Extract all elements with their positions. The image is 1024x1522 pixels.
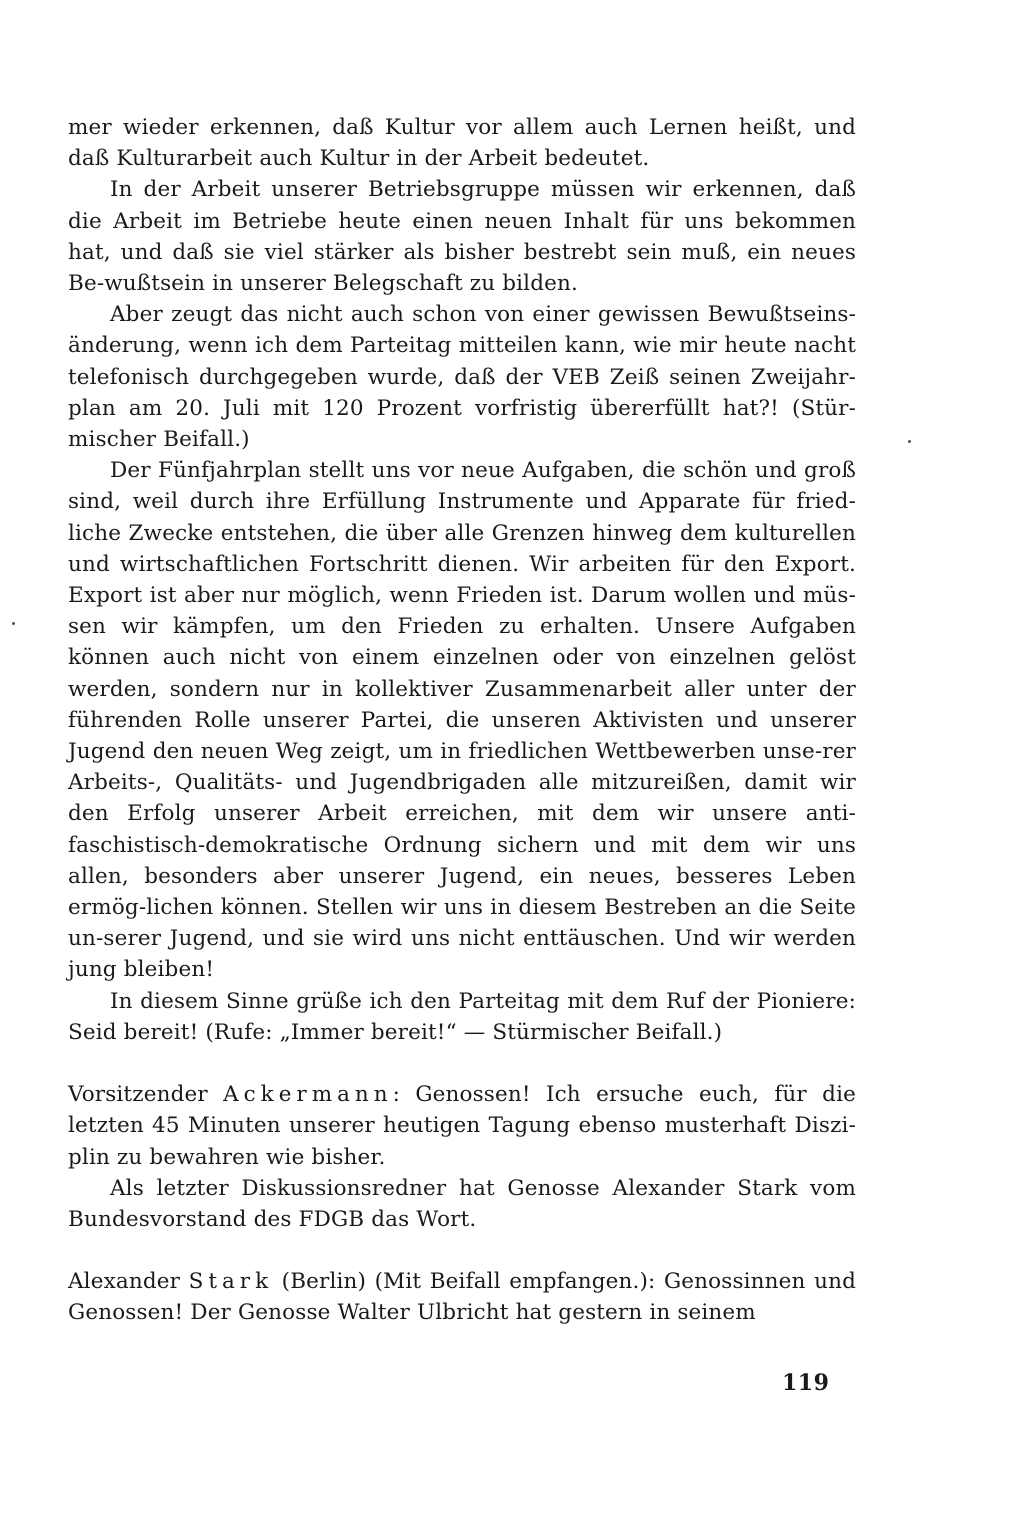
paper-speck xyxy=(12,622,15,625)
chair-statement xyxy=(68,1079,856,1173)
speaker-statement xyxy=(68,1266,856,1328)
chair-prefix: Vorsitzender xyxy=(68,1082,224,1108)
paper-speck xyxy=(908,440,911,443)
paragraph-continuation: mer wieder erkennen, daß Kultur vor allem auch Lernen heißt, und daß Kulturarbeit auch Kultur in der Arbeit bedeutet. xyxy=(68,115,856,172)
speaker-prefix: Alexander xyxy=(68,1269,189,1295)
paragraph-betriebsgruppe: In der Arbeit unserer Betriebsgruppe müssen wir erkennen, daß die Arbeit im Betriebe heute einen neuen Inhalt für uns bekommen hat, und daß sie viel stärker als bisher bestrebt sein muß, ein neues Be-wußtsein in unserer Belegschaft zu bilden. xyxy=(68,177,856,297)
section-gap xyxy=(68,1048,856,1079)
page-number: 119 xyxy=(782,1370,830,1396)
speaker-text: (Berlin) (Mit Beifall empfangen.): Genossinnen und Genossen! Der Genosse Walter Ulbricht hat gestern in seinem xyxy=(68,1269,856,1326)
chair-name: Ackermann xyxy=(223,1082,393,1108)
body-text xyxy=(68,112,856,1329)
chair-followup: Als letzter Diskussionsredner hat Genosse Alexander Stark vom Bundesvorstand des FDGB das Wort. xyxy=(68,1175,856,1232)
chair-text: : Genossen! Ich ersuche euch, für die letzten 45 Minuten unserer heutigen Tagung ebenso musterhaft Diszi-plin zu bewahren wie bisher. xyxy=(68,1082,856,1170)
paragraph-bewusstseinsaenderung: Aber zeugt das nicht auch schon von einer gewissen Bewußtseins-änderung, wenn ich dem Parteitag mitteilen kann, wie mir heute nacht telefonisch durchgegeben wurde, daß der VEB Zeiß seinen Zweijahr-plan am 20. Juli mit 120 Prozent vorfristig übererfüllt hat?! (Stür-mischer Beifall.) xyxy=(68,302,856,453)
section-gap xyxy=(68,1235,856,1266)
speaker-name: Stark xyxy=(188,1269,274,1295)
paragraph-gruss: In diesem Sinne grüße ich den Parteitag mit dem Ruf der Pioniere: Seid bereit! (Rufe: „Immer bereit!“ — Stürmischer Beifall.) xyxy=(68,988,856,1045)
paragraph-fuenfjahrplan: Der Fünfjahrplan stellt uns vor neue Aufgaben, die schön und groß sind, weil durch ihre Erfüllung Instrumente und Apparate für fried-liche Zwecke entstehen, die über alle Grenzen hinweg dem kulturellen und wirtschaftlichen Fortschritt dienen. Wir arbeiten für den Export. Export ist aber nur möglich, wenn Frieden ist. Darum wollen und müs-sen wir kämpfen, um den Frieden zu erhalten. Unsere Aufgaben können auch nicht von einem einzelnen oder von einzelnen gelöst werden, sondern nur in kollektiver Zusammenarbeit aller unter der führenden Rolle unserer Partei, die unseren Aktivisten und unserer Jugend den neuen Weg zeigt, um in friedlichen Wettbewerben unse-rer Arbeits-, Qualitäts- und Jugendbrigaden alle mitzureißen, damit wir den Erfolg unserer Arbeit erreichen, mit dem wir unsere anti-faschistisch-demokratische Ordnung sichern und mit dem wir uns allen, besonders aber unserer Jugend, ein neues, besseres Leben ermög-lichen können. Stellen wir uns in diesem Bestreben an die Seite un-serer Jugend, und sie wird uns nicht enttäuschen. Und wir werden jung bleiben! xyxy=(68,458,856,983)
